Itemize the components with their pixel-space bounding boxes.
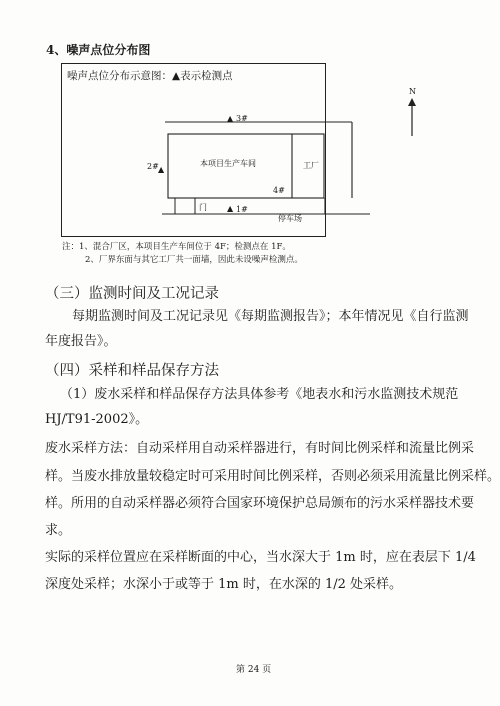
section-4-line-3: 废水采样方法：自动采样用自动采样器进行，有时间比例采样和流量比例采 — [45, 441, 475, 456]
door-label: 门 — [199, 203, 207, 212]
section-heading: 4、噪声点位分布图 — [46, 43, 151, 57]
point-2-marker: ▲ — [158, 165, 165, 174]
factory-label: 工厂 — [303, 161, 319, 170]
site-diagram — [140, 110, 390, 220]
section-4-line-5: 样。所用的自动采样器必须符合国家环境保护总局颁布的污水采样器技术要 — [45, 496, 475, 511]
point-3-marker: ▲ — [227, 114, 234, 123]
figure-note-1: 注：1、混合厂区，本项目生产车间位于 4F；检测点在 1F。 — [62, 242, 291, 252]
section-4-line-1: （1）废水采样和样品保存方法具体参考《地表水和污水监测技术规范 — [60, 387, 459, 402]
point-3-label: 3# — [236, 114, 248, 123]
section-4-line-2: HJ/T91-2002》。 — [45, 412, 149, 427]
point-1-label: 1# — [236, 205, 248, 214]
north-arrow-icon — [406, 98, 418, 138]
section-4-title: （四）采样和样品保存方法 — [45, 363, 219, 379]
figure-note-2: 2、厂界东面与其它工厂共一面墙，因此未设噪声检测点。 — [85, 255, 303, 265]
figure-caption: 噪声点位分布示意图：▲表示检测点 — [67, 70, 233, 82]
parking-label: 停车场 — [278, 214, 302, 223]
point-2-label: 2# — [147, 162, 159, 171]
section-4-line-4: 样。当废水排放量较稳定时可采用时间比例采样，否则必须采用流量比例采样。 — [45, 469, 500, 484]
section-3-line-2: 年度报告》。 — [45, 334, 117, 349]
section-3-line-1: 每期监测时间及工况记录见《每期监测报告》；本年情况见《自行监测 — [72, 309, 469, 324]
section-4-line-6: 求。 — [45, 523, 72, 538]
section-4-line-8: 深度处采样；水深小于或等于 1m 时，在水深的 1/2 处采样。 — [45, 577, 403, 592]
page-number: 第 24 页 — [236, 665, 272, 675]
north-label: N — [409, 87, 416, 96]
point-4-label: 4# — [273, 186, 285, 195]
section-3-title: （三）监测时间及工况记录 — [45, 286, 219, 302]
section-4-line-7: 实际的采样位置应在采样断面的中心，当水深大于 1m 时，应在表层下 1/4 — [45, 550, 476, 565]
point-1-marker: ▲ — [227, 204, 234, 213]
workshop-label: 本项目生产车间 — [200, 159, 256, 168]
